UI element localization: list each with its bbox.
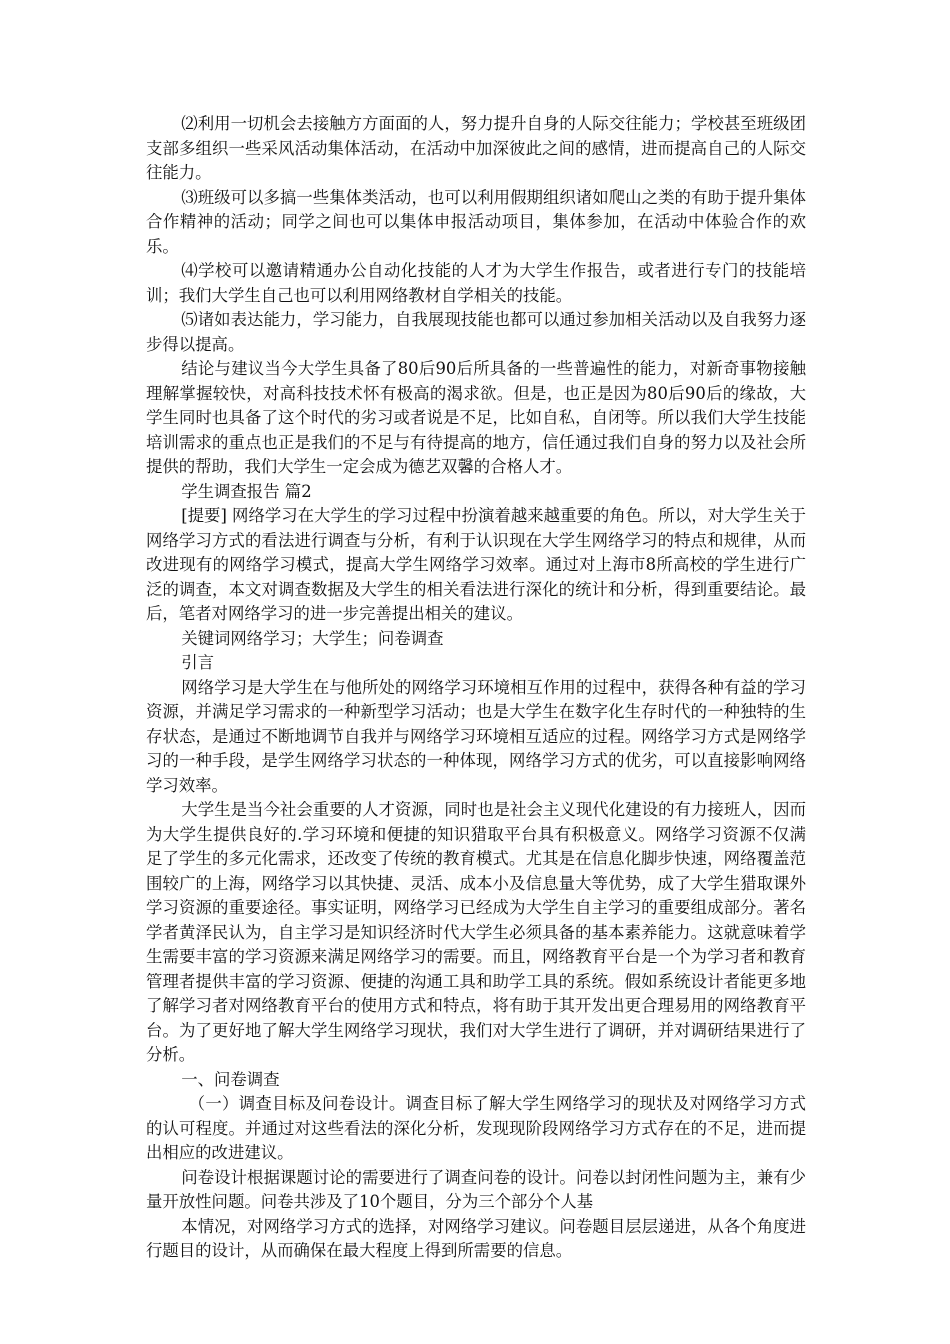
questionnaire-design-continued: 本情况，对网络学习方式的选择，对网络学习建议。问卷题目层层递进，从各个角度进行题目的设计，从而确保在最大程度上得到所需要的信息。 [146, 1216, 806, 1260]
abstract-paragraph: [提要] 网络学习在大学生的学习过程中扮演着越来越重要的角色。所以，对大学生关于网络学习方式的看法进行调查与分析，有利于认识现在大学生网络学习的特点和规律，从而改进现有的网络学习模式，提高大学生网络学习效率。通过对上海市8所高校的学生进行广泛的调查，本文对调查数据及大学生的相关看法进行深化的统计和分析，得到重要结论。最后，笔者对网络学习的进一步完善提出相关的建议。 [146, 506, 806, 623]
questionnaire-design-paragraph: 问卷设计根据课题讨论的需要进行了调查问卷的设计。问卷以封闭性问题为主，兼有少量开放性问题。问卷共涉及了10个题目，分为三个部分个人基 [146, 1167, 806, 1211]
paragraph-item-3: ⑶班级可以多搞一些集体类活动，也可以利用假期组织诸如爬山之类的有助于提升集体合作精神的活动；同学之间也可以集体申报活动项目，集体参加，在活动中体验合作的欢乐。 [146, 187, 806, 256]
survey-goal-paragraph: （一）调查目标及问卷设计。调查目标了解大学生网络学习的现状及对网络学习方式的认可程度。并通过对这些看法的深化分析，发现现阶段网络学习方式存在的不足，进而提出相应的改进建议。 [146, 1094, 806, 1162]
paragraph-item-4: ⑷学校可以邀请精通办公自动化技能的人才为大学生作报告，或者进行专门的技能培训；我们大学生自己也可以利用网络教材自学相关的技能。 [146, 261, 806, 305]
section-heading-survey: 一、问卷调查 [181, 1069, 280, 1089]
introduction-heading: 引言 [181, 653, 215, 672]
document-page [146, 112, 806, 1264]
intro-paragraph-1: 网络学习是大学生在与他所处的网络学习环境相互作用的过程中，获得各种有益的学习资源，并满足学习需求的一种新型学习活动；也是大学生在数字化生存时代的一种独特的生存状态，是通过不断地调节自我并与网络学习环境相互适应的过程。网络学习方式是网络学习的一种手段，是学生网络学习状态的一种体现，网络学习方式的优劣，可以直接影响网络学习效率。 [146, 677, 806, 795]
keywords-line: 关键词网络学习；大学生；问卷调查 [181, 628, 444, 648]
paragraph-item-2: ⑵利用一切机会去接触方方面面的人，努力提升自身的人际交往能力；学校甚至班级团支部多组织一些采风活动集体活动，在活动中加深彼此之间的感情，进而提高自己的人际交往能力。 [146, 114, 806, 182]
intro-paragraph-2: 大学生是当今社会重要的人才资源，同时也是社会主义现代化建设的有力接班人，因而为大学生提供良好的.学习环境和便捷的知识猎取平台具有积极意义。网络学习资源不仅满足了学生的多元化需求，还改变了传统的教育模式。尤其是在信息化脚步快速，网络覆盖范围较广的上海，网络学习以其快捷、灵活、成本小及信息量大等优势，成了大学生猎取课外学习资源的重要途径。事实证明，网络学习已经成为大学生自主学习的重要组成部分。著名学者黄泽民认为，自主学习是知识经济时代大学生必须具备的基本素养能力。这就意味着学生需要丰富的学习资源来满足网络学习的需要。而且，网络教育平台是一个为学习者和教育管理者提供丰富的学习资源、便捷的沟通工具和助学工具的系统。假如系统设计者能更多地了解学习者对网络教育平台的使用方式和特点，将有助于其开发出更合理易用的网络教育平台。为了更好地了解大学生网络学习现状，我们对大学生进行了调研，并对调研结果进行了分析。 [146, 800, 806, 1064]
paragraph-item-5: ⑸诸如表达能力，学习能力，自我展现技能也都可以通过参加相关活动以及自我努力逐步得以提高。 [146, 310, 806, 354]
conclusion-paragraph: 结论与建议当今大学生具备了80后90后所具备的一些普遍性的能力，对新奇事物接触理解掌握较快，对高科技技术怀有极高的渴求欲。但是，也正是因为80后90后的缘故，大学生同时也具备了这个时代的劣习或者说是不足，比如自私，自闭等。所以我们大学生技能培训需求的重点也正是我们的不足与有待提高的地方，信任通过我们自身的努力以及社会所提供的帮助，我们大学生一定会成为德艺双馨的合格人才。 [146, 359, 806, 476]
section-title-report-2: 学生调查报告 篇2 [181, 481, 312, 501]
